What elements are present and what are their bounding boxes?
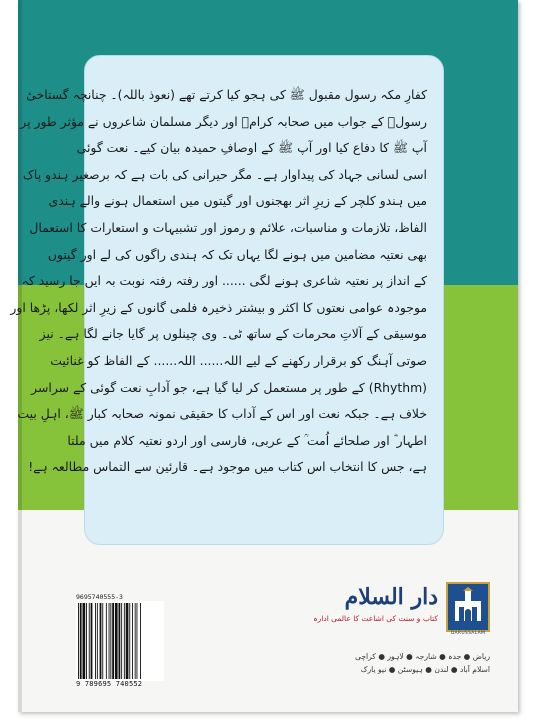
blurb-line: اسی لسانی جہاد کی پیداوار ہے۔ مگر حیرانی کی بات ہے کہ برصغیر ہندو پاک bbox=[22, 166, 427, 182]
blurb-line: اطہار ؓ اور صلحائے اُمت ؒ کے عربی، فارسی اور اردو نعتیہ کلام میں ملتا bbox=[67, 432, 427, 448]
spine-edge bbox=[18, 0, 22, 712]
blurb-line: موجودہ عوامی نعتوں کا اکثر و بیشتر ذخیرہ فلمی گانوں کے زیرِ اثر لکھا، پڑھا اور bbox=[10, 299, 427, 315]
publisher-logo-text: DARUSSALAM bbox=[450, 631, 486, 636]
cities-line: ریاض ● جدہ ● شارجہ ● لاہور ● کراچی bbox=[354, 652, 490, 661]
blurb-line: ہے، جس کا انتخاب اس کتاب میں موجود ہے۔ قارئین سے التماس مطالعہ ہے! bbox=[28, 459, 427, 475]
blurb-line: کفارِ مکہ رسول مقبول ﷺ کی ہجو کیا کرتے تھے (نعوذ باللہ)۔ چنانچہ گستاخیٔ bbox=[26, 87, 427, 102]
isbn-label: 9695740555-3 bbox=[76, 593, 123, 601]
publisher-emblem-icon bbox=[446, 582, 490, 632]
blurb-line: (Rhythm) کے طور پر مستعمل کر لیا گیا ہے، جو آدابِ نعت گوئی کے سراسر bbox=[31, 379, 427, 395]
blurb-panel bbox=[10, 55, 444, 545]
blurb-line: موسیقی کے آلاتِ محرمات کے ساتھ ٹی۔ وی چینلوں پر گایا جانے لگا ہے۔ نیز bbox=[39, 326, 427, 342]
blurb-line: صوتی آہنگ کو برقرار رکھنے کے لیے اللہ...... اللہ...... کے الفاظ کو غنائیت bbox=[50, 352, 427, 368]
book-back-cover bbox=[10, 0, 518, 712]
publisher-tagline: کتاب و سنت کی اشاعت کا عالمی ادارہ bbox=[313, 614, 438, 623]
cities-line: اسلام آباد ● لندن ● ہیوسٹن ● نیو یارک bbox=[360, 665, 490, 674]
blurb-line: کے انداز پر نعتیہ شاعری ہونے لگی ...... اور رفتہ رفتہ نوبت بہ ایں جا رسید کہ bbox=[21, 273, 427, 289]
blurb-line: الفاظ، تلازمات و مناسبات، علائم و رموز اور تشبیہات و استعارات کا استعمال bbox=[29, 219, 427, 235]
barcode-icon bbox=[76, 601, 164, 681]
blurb-line: بھی نعتیہ مضامین میں ہونے لگا یہاں تک کہ ہندی راگوں کی لے اور گیتوں bbox=[47, 246, 427, 262]
publisher-name: دار السلام bbox=[344, 584, 438, 610]
publisher-logo bbox=[300, 582, 490, 642]
blurb-line: خلاف ہے۔ جبکہ نعت اور اس کے آداب کا حقیقی نمونہ صحابہ کبار ﷺ، اہلِ بیت bbox=[17, 406, 427, 422]
blurb-line: میں ہندو کلچر کے زیرِ اثر بھجنوں اور گیتوں میں استعمال ہونے والے ہندی bbox=[48, 193, 427, 209]
blurb-line: رسولؐ کے جواب میں صحابہ کرامؓ اور دیگر مسلمان شاعروں نے مؤثر طور پر bbox=[20, 113, 427, 129]
publisher-cities bbox=[300, 650, 490, 676]
blurb-line: آپ ﷺ کا دفاع کیا اور آپ ﷺ کے اوصافِ حمیدہ بیان کیے۔ نعت گوئی bbox=[76, 140, 427, 156]
barcode-digits: 9 789695 740552 bbox=[76, 680, 143, 688]
